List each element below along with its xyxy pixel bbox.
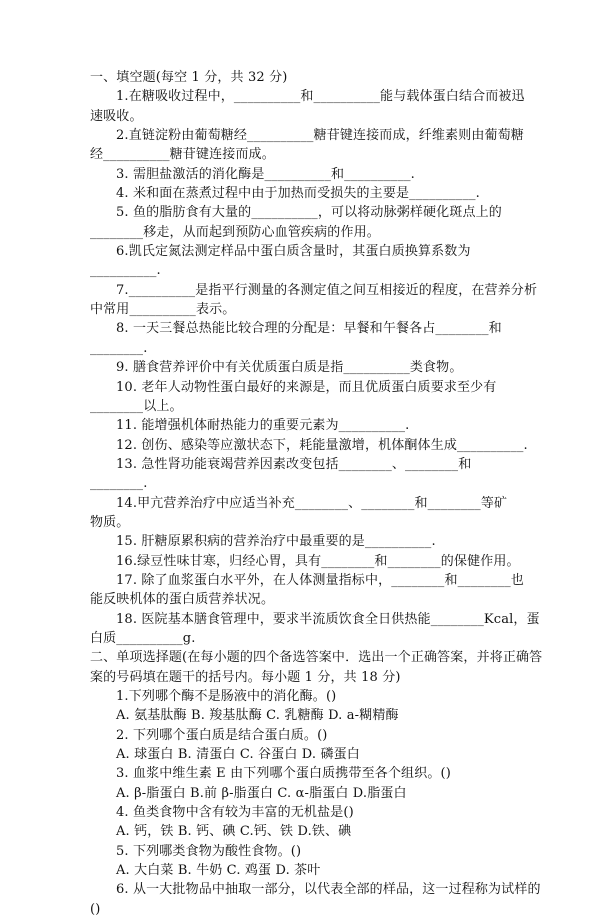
text-line: ________.: [90, 476, 148, 492]
text-line: 二、单项选择题(在每小题的四个备选答案中．选出一个正确答案，并将正确答: [90, 650, 543, 666]
text-line: 2. 下列哪个蛋白质是结合蛋白质。(): [116, 727, 328, 743]
text-line: 15. 肝糖原累积病的营养治疗中最重要的是__________.: [116, 534, 436, 550]
text-line: 白质__________g.: [90, 630, 196, 646]
text-line: 18. 医院基本膳食管理中，要求半流质饮食全日供热能________Kcal，蛋: [116, 611, 540, 627]
text-line: A. 大白菜 B. 牛奶 C. 鸡蛋 D. 茶叶: [116, 863, 321, 879]
section1-heading: 一、填空题(每空 1 分，共 32 分): [90, 70, 288, 85]
text-line: 1.在糖吸收过程中，__________和__________能与载体蛋白结合而被迅: [116, 89, 525, 105]
text-line: 11. 能增强机体耐热能力的重要元素为__________.: [116, 418, 410, 434]
text-line: 14.甲亢营养治疗中应适当补充________、________和________等矿: [116, 495, 508, 511]
multiple-choice-questions: [90, 648, 543, 919]
text-line: 9. 膳食营养评价中有关优质蛋白质是指__________类食物。: [116, 360, 463, 376]
text-line: 3. 需胆盐激活的消化酶是__________和__________.: [116, 166, 415, 182]
text-line: 16.绿豆性味甘寒，归经心胃，具有________和________的保健作用。: [116, 553, 520, 569]
text-line: 速吸收。: [90, 108, 143, 124]
text-line: ________以上。: [90, 398, 183, 414]
text-line: 17. 除了血浆蛋白水平外，在人体测量指标中，________和________也: [116, 572, 524, 588]
text-line: ________移走，从而起到预防心血管疾病的作用。: [90, 224, 380, 240]
text-line: 10. 老年人动物性蛋白最好的来源是，而且优质蛋白质要求至少有: [116, 379, 497, 395]
text-line: 1.下列哪个酶不是肠液中的消化酶。(): [116, 689, 337, 704]
text-line: 7.__________是指平行测量的各测定值之间互相接近的程度，在营养分析: [116, 282, 538, 298]
fill-in-questions: [90, 87, 540, 648]
text-line: 6.凯氏定氮法测定样品中蛋白质含量时，其蛋白质换算系数为: [116, 244, 471, 260]
text-line: 物质。: [90, 514, 130, 530]
text-line: 案的号码填在题干的括号内。每小题 1 分，共 18 分): [90, 669, 401, 685]
text-line: 4. 鱼类食物中含有较为丰富的无机盐是(): [116, 805, 354, 821]
text-line: (): [90, 901, 101, 917]
text-line: A. 钙，铁 B. 钙、碘 C.钙、铁 D.铁、碘: [116, 824, 352, 840]
text-line: A. β-脂蛋白 B.前 β-脂蛋白 C. α-脂蛋白 D.脂蛋白: [116, 785, 407, 801]
text-line: 2.直链淀粉由葡萄糖经__________糖苷键连接而成，纤维素则由葡萄糖: [116, 128, 524, 144]
text-line: 中常用__________表示。: [90, 302, 236, 318]
text-line: __________.: [90, 263, 161, 279]
text-line: 5. 下列哪类食物为酸性食物。(): [116, 843, 302, 859]
text-line: 8. 一天三餐总热能比较合理的分配是：早餐和午餐各占________和: [116, 321, 502, 337]
text-line: 4. 米和面在蒸煮过程中由于加热而受损失的主要是__________.: [116, 186, 480, 202]
text-line: 13. 急性肾功能衰竭营养因素改变包括________、________和: [116, 456, 472, 472]
text-line: 3. 血浆中维生素 E 由下列哪个蛋白质携带至各个组织。(): [116, 766, 451, 782]
text-line: 能反映机体的蛋白质营养状况。: [90, 592, 275, 608]
text-line: 6. 从一大批物品中抽取一部分，以代表全部的样品，这一过程称为试样的: [116, 882, 541, 898]
text-line: A. 球蛋白 B. 清蛋白 C. 谷蛋白 D. 磷蛋白: [116, 747, 360, 763]
text-line: 经__________糖苷键连接而成。: [90, 147, 275, 163]
text-line: 5. 鱼的脂肪食有大量的__________，可以将动脉粥样硬化斑点上的: [116, 205, 502, 221]
text-line: 12. 创伤、感染等应激状态下，耗能量激增，机体酮体生成__________.: [116, 437, 528, 453]
text-line: A. 氨基肽酶 B. 羧基肽酶 C. 乳糖酶 D. a-糊精酶: [116, 708, 399, 724]
text-line: ________.: [90, 340, 148, 356]
